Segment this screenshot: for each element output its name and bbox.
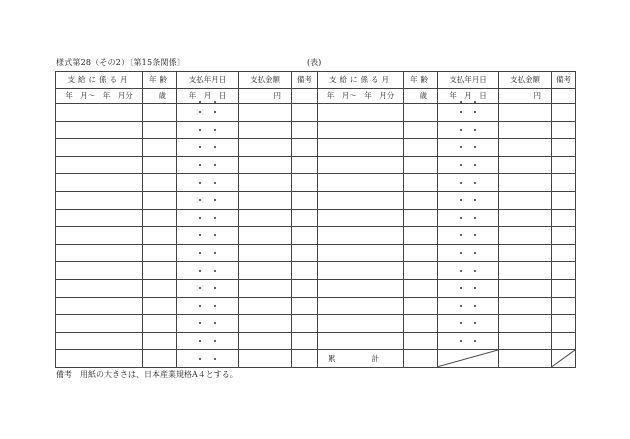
date-separator-dot [474,164,476,166]
cell-amount-right[interactable] [499,262,552,280]
cell-age-right[interactable] [404,315,438,333]
cell-remarks-right[interactable] [552,315,576,333]
cell-remarks-right[interactable] [552,104,576,122]
col-header-date-right: 支払年月日 [438,72,499,89]
cell-amount-left[interactable] [239,350,292,368]
cell-remarks-right[interactable] [552,156,576,174]
cell-remarks-left[interactable] [292,332,318,350]
cell-date-left[interactable] [177,279,239,297]
date-separator-dot [474,340,476,342]
table-row [56,297,576,315]
cell-amount-left[interactable] [239,174,292,192]
cell-age-left[interactable] [143,279,177,297]
cell-remarks-right[interactable] [552,262,576,280]
cell-month-right[interactable] [318,227,404,245]
cell-remarks-left[interactable] [292,227,318,245]
cell-date-right[interactable] [438,227,499,245]
cell-month-left[interactable] [56,244,143,262]
cell-month-right[interactable] [318,104,404,122]
date-separator-dot [460,340,462,342]
table-row [56,104,576,122]
unit-date-right: 年 月 日 [438,89,499,104]
date-separator-dot [460,129,462,131]
date-separator-dot [214,182,216,184]
cell-month-right[interactable] [318,174,404,192]
date-separator-dot [214,146,216,148]
cell-remarks-left[interactable] [292,350,318,368]
cell-age-right[interactable] [404,156,438,174]
cell-age-left[interactable] [143,297,177,315]
cell-amount-left[interactable] [239,139,292,157]
cell-date-right[interactable] [438,315,499,333]
cell-age-left[interactable] [143,332,177,350]
cell-amount-right[interactable] [499,174,552,192]
cell-date-left[interactable] [177,227,239,245]
date-separator-dot [474,217,476,219]
cell-age-left[interactable] [143,262,177,280]
date-separator-dot [199,358,201,360]
table-row [56,262,576,280]
cell-date-left[interactable] [177,262,239,280]
cell-date-right[interactable] [438,156,499,174]
cell-date-right[interactable] [438,332,499,350]
cell-remarks-right[interactable] [552,191,576,209]
cell-remarks-left[interactable] [292,244,318,262]
date-separator-dot [199,182,201,184]
cell-date-left[interactable] [177,191,239,209]
total-label-ru: 累 [328,353,336,363]
cell-month-right[interactable] [318,244,404,262]
table-row [56,139,576,157]
table-header-row [56,72,576,89]
cell-remarks-left[interactable] [292,209,318,227]
total-label-cell [318,350,404,368]
cell-age-left[interactable] [143,156,177,174]
cell-amount-left[interactable] [239,332,292,350]
cell-remarks-right[interactable] [552,244,576,262]
date-separator-dot [214,234,216,236]
cell-month-right[interactable] [318,297,404,315]
cell-amount-right[interactable] [499,121,552,139]
form-number-label: 様式第28（その2）〔第15条関係〕 [56,58,186,67]
cell-amount-left[interactable] [239,297,292,315]
date-separator-dot [460,217,462,219]
cell-age-right[interactable] [404,262,438,280]
unit-amount-right: 円 [499,89,552,104]
date-separator-dot [199,322,201,324]
cell-amount-left[interactable] [239,104,292,122]
cell-date-left[interactable] [177,209,239,227]
cell-amount-right[interactable] [499,227,552,245]
cell-amount-right[interactable] [499,156,552,174]
cell-age-right[interactable] [404,209,438,227]
cell-remarks-left[interactable] [292,191,318,209]
cell-age-right[interactable] [404,227,438,245]
date-separator-dot [214,252,216,254]
cell-remarks-left[interactable] [292,139,318,157]
cell-amount-left[interactable] [239,315,292,333]
cell-date-left[interactable] [177,121,239,139]
date-separator-dot [474,287,476,289]
date-separator-dot [214,270,216,272]
unit-age-left: 歳 [143,89,177,104]
col-header-date-left: 支払年月日 [177,72,239,89]
cell-date-right[interactable] [438,297,499,315]
date-separator-dot [474,270,476,272]
cell-date-right[interactable] [438,262,499,280]
date-separator-dot [214,217,216,219]
unit-remarks-left [292,89,318,104]
date-separator-dot [474,322,476,324]
footer-note: 備考 用紙の大きさは、日本産業規格A４とする。 [56,370,238,379]
table-row [56,350,576,368]
date-separator-dot [214,111,216,113]
cell-remarks-left[interactable] [292,262,318,280]
date-separator-dot [214,129,216,131]
cell-remarks-left[interactable] [292,104,318,122]
date-separator-dot [214,287,216,289]
cell-month-left[interactable] [56,191,143,209]
cell-remarks-right[interactable] [552,227,576,245]
cell-month-right[interactable] [318,262,404,280]
cell-amount-left[interactable] [239,227,292,245]
col-header-remarks-left: 備考 [292,72,318,89]
cell-date-right[interactable] [438,104,499,122]
date-separator-dot [474,111,476,113]
cell-date-left[interactable] [177,174,239,192]
cell-date-right[interactable] [438,139,499,157]
cell-age-left[interactable] [143,104,177,122]
cell-date-right[interactable] [438,121,499,139]
cell-age-left[interactable] [143,191,177,209]
cell-remarks-right[interactable] [552,174,576,192]
cell-age-left[interactable] [143,350,177,368]
cell-age-right[interactable] [404,279,438,297]
date-separator-dot [214,340,216,342]
cell-age-right[interactable] [404,350,438,368]
cell-remarks-left[interactable] [292,315,318,333]
cell-month-left[interactable] [56,262,143,280]
cell-amount-right[interactable] [499,315,552,333]
cell-date-right[interactable] [438,279,499,297]
cell-month-left[interactable] [56,139,143,157]
cell-date-right[interactable] [438,244,499,262]
total-date-struck-cell [438,350,499,368]
date-separator-dot [199,111,201,113]
cell-month-right[interactable] [318,279,404,297]
cell-amount-left[interactable] [239,244,292,262]
date-separator-dot [460,182,462,184]
cell-age-left[interactable] [143,209,177,227]
cell-month-right[interactable] [318,156,404,174]
cell-amount-left[interactable] [239,121,292,139]
unit-remarks-right [552,89,576,104]
date-separator-dot [199,146,201,148]
cell-month-left[interactable] [56,174,143,192]
col-header-age-right: 年齢 [404,72,438,89]
date-separator-dot [214,199,216,201]
cell-date-right[interactable] [438,174,499,192]
date-separator-dot [214,358,216,360]
cell-month-left[interactable] [56,279,143,297]
cell-amount-right[interactable] [499,350,552,368]
date-separator-dot [474,182,476,184]
date-separator-dot [460,270,462,272]
cell-month-left[interactable] [56,104,143,122]
cell-amount-right[interactable] [499,297,552,315]
cell-amount-left[interactable] [239,262,292,280]
cell-amount-left[interactable] [239,191,292,209]
cell-age-left[interactable] [143,227,177,245]
cell-remarks-right[interactable] [552,121,576,139]
cell-month-right[interactable] [318,315,404,333]
table-row [56,174,576,192]
date-separator-dot [474,129,476,131]
date-separator-dot [199,340,201,342]
cell-amount-right[interactable] [499,104,552,122]
cell-month-right[interactable] [318,121,404,139]
cell-month-left[interactable] [56,121,143,139]
cell-month-right[interactable] [318,332,404,350]
table-row [56,244,576,262]
table-row [56,156,576,174]
cell-remarks-right[interactable] [552,279,576,297]
total-remarks-struck-cell [552,350,576,368]
cell-date-left[interactable] [177,104,239,122]
cell-date-left[interactable] [177,244,239,262]
date-separator-dot [474,305,476,307]
cell-date-left[interactable] [177,156,239,174]
unit-row [56,89,576,104]
cell-date-right[interactable] [438,191,499,209]
date-separator-dot [460,146,462,148]
cell-age-right[interactable] [404,244,438,262]
cell-remarks-left[interactable] [292,297,318,315]
unit-age-right: 歳 [404,89,438,104]
date-separator-dot [474,234,476,236]
date-separator-dot [214,305,216,307]
date-separator-dot [199,305,201,307]
cell-date-left[interactable] [177,332,239,350]
date-separator-dot [460,305,462,307]
col-header-age-left: 年齢 [143,72,177,89]
col-header-amount-left: 支払金額 [239,72,292,89]
cell-date-right[interactable] [438,209,499,227]
date-separator-dot [474,146,476,148]
date-separator-dot [199,129,201,131]
cell-amount-left[interactable] [239,156,292,174]
cell-amount-right[interactable] [499,332,552,350]
date-separator-dot [460,322,462,324]
unit-month-left: 年 月～ 年 月分 [56,89,143,104]
date-separator-dot [199,287,201,289]
date-separator-dot [460,111,462,113]
col-header-amount-right: 支払金額 [499,72,552,89]
cell-remarks-right[interactable] [552,297,576,315]
cell-date-left[interactable] [177,139,239,157]
total-label-kei: 計 [371,353,379,363]
unit-month-right: 年 月～ 年 月分 [318,89,404,104]
cell-age-right[interactable] [404,139,438,157]
date-separator-dot [214,164,216,166]
cell-month-right[interactable] [318,191,404,209]
unit-date-left: 年 月 日 [177,89,239,104]
date-separator-dot [474,252,476,254]
cell-remarks-right[interactable] [552,209,576,227]
date-separator-dot [199,270,201,272]
cell-remarks-left[interactable] [292,121,318,139]
cell-month-right[interactable] [318,139,404,157]
table-row [56,332,576,350]
cell-remarks-left[interactable] [292,156,318,174]
cell-amount-right[interactable] [499,191,552,209]
table-row [56,227,576,245]
cell-age-left[interactable] [143,244,177,262]
payment-record-table [55,71,576,368]
cell-amount-left[interactable] [239,279,292,297]
table-row [56,209,576,227]
col-header-remarks-right: 備考 [552,72,576,89]
cell-amount-left[interactable] [239,209,292,227]
cell-month-right[interactable] [318,209,404,227]
cell-remarks-left[interactable] [292,174,318,192]
date-separator-dot [460,287,462,289]
cell-age-left[interactable] [143,121,177,139]
date-separator-dot [460,199,462,201]
table-row [56,315,576,333]
cell-age-right[interactable] [404,191,438,209]
diagonal-strike [552,350,575,367]
face-side-label: (表) [307,58,322,67]
date-separator-dot [199,234,201,236]
cell-month-left[interactable] [56,350,143,368]
cell-age-right[interactable] [404,174,438,192]
cell-age-right[interactable] [404,297,438,315]
date-separator-dot [199,217,201,219]
cell-amount-right[interactable] [499,279,552,297]
cell-age-left[interactable] [143,139,177,157]
cell-age-left[interactable] [143,315,177,333]
date-separator-dot [199,164,201,166]
table-row [56,279,576,297]
date-separator-dot [460,234,462,236]
cell-month-left[interactable] [56,315,143,333]
date-separator-dot [199,252,201,254]
cell-month-left[interactable] [56,332,143,350]
cell-date-left[interactable] [177,350,239,368]
col-header-month-left: 支給に係る月 [56,72,143,89]
diagonal-strike [438,350,498,367]
cell-date-left[interactable] [177,315,239,333]
date-separator-dot [474,199,476,201]
date-separator-dot [460,252,462,254]
cell-remarks-right[interactable] [552,332,576,350]
date-separator-dot [460,164,462,166]
date-separator-dot [214,322,216,324]
cell-remarks-left[interactable] [292,279,318,297]
col-header-month-right: 支給に係る月 [318,72,404,89]
unit-amount-left: 円 [239,89,292,104]
cell-month-left[interactable] [56,209,143,227]
cell-date-left[interactable] [177,297,239,315]
date-separator-dot [199,199,201,201]
cell-month-left[interactable] [56,227,143,245]
cell-amount-right[interactable] [499,209,552,227]
table-row [56,121,576,139]
cell-month-left[interactable] [56,297,143,315]
cell-age-right[interactable] [404,121,438,139]
cell-remarks-right[interactable] [552,139,576,157]
cell-amount-right[interactable] [499,244,552,262]
cell-month-left[interactable] [56,156,143,174]
cell-age-right[interactable] [404,332,438,350]
table-row [56,191,576,209]
cell-age-left[interactable] [143,174,177,192]
cell-age-right[interactable] [404,104,438,122]
cell-amount-right[interactable] [499,139,552,157]
